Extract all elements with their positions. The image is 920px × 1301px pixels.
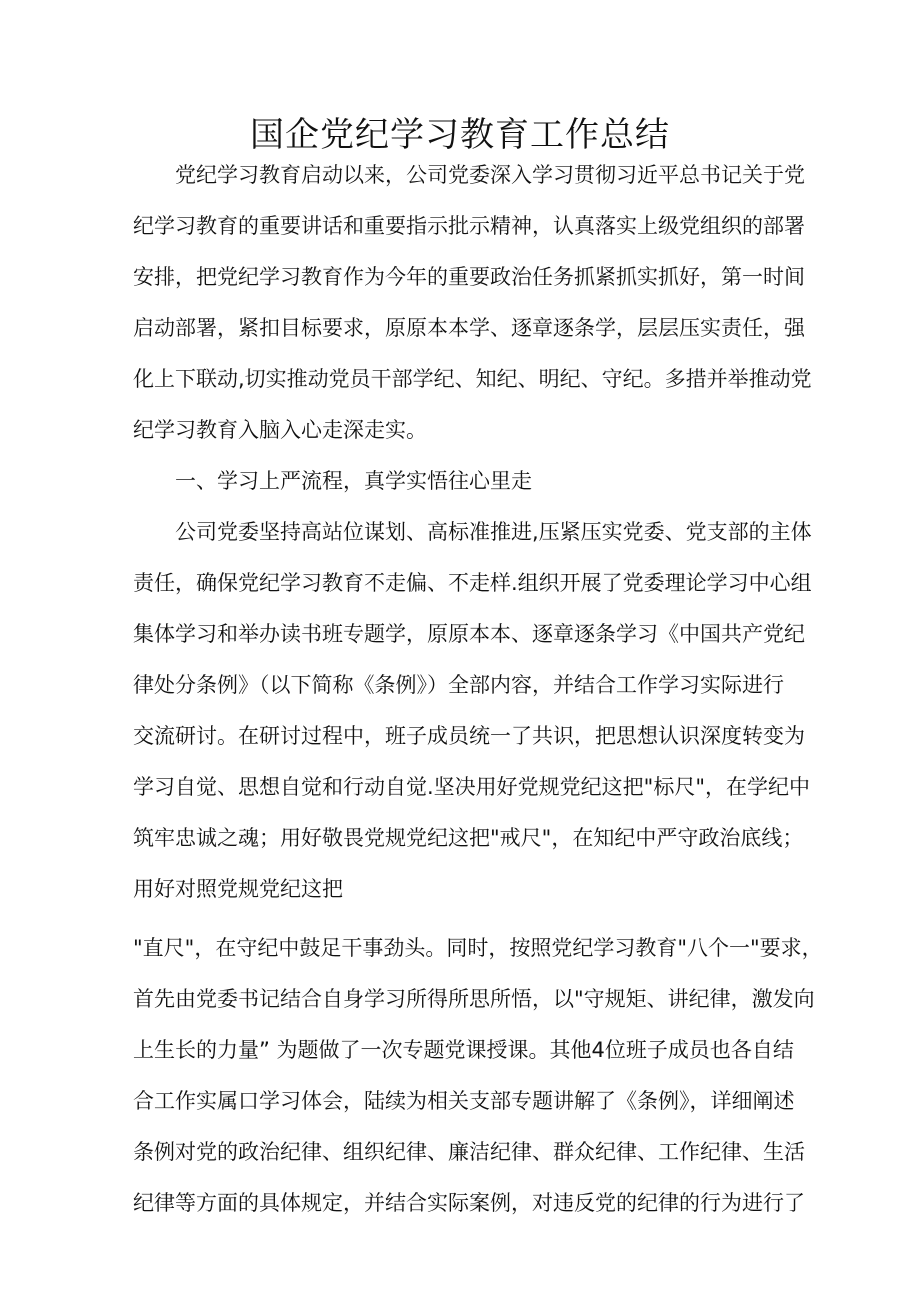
paragraph-line: 公司党委坚持高站位谋划、高标准推进,压紧压实党委、党支部的主体 [175,520,812,544]
paragraph-line: 条例对党的政治纪律、组织纪律、廉洁纪律、群众纪律、工作纪律、生活 [133,1140,805,1164]
paragraph-line: "直尺"，在守纪中鼓足干事劲头。同时，按照党纪学习教育"八个一"要求， [133,936,823,960]
paragraph-line: 上生长的力量” 为题做了一次专题党课授课。其他4位班子成员也各自结 [133,1038,794,1062]
paragraph-line: 责任，确保党纪学习教育不走偏、不走样.组织开展了党委理论学习中心组 [133,571,812,595]
paragraph-line: 党纪学习教育启动以来，公司党委深入学习贯彻习近平总书记关于党 [175,163,805,187]
paragraph-line: 筑牢忠诚之魂；用好敬畏党规党纪这把"戒尺"，在知纪中严守政治底线； [133,826,804,850]
paragraph-line: 首先由党委书记结合自身学习所得所思所悟，以"守规矩、讲纪律，激发向 [133,987,815,1011]
section-heading: 一、学习上严流程，真学实悟往心里走 [175,469,532,493]
paragraph-line: 集体学习和举办读书班专题学，原原本本、逐章逐条学习《中国共产党纪 [133,622,805,646]
document-body [133,150,823,1229]
paragraph-line: 安排，把党纪学习教育作为今年的重要政治任务抓紧抓实抓好，第一时间 [133,265,805,289]
paragraph-line: 用好对照党规党纪这把 [133,877,343,901]
paragraph-line: 化上下联动,切实推动党员干部学纪、知纪、明纪、守纪。多措并举推动党 [133,367,812,391]
paragraph-line: 纪学习教育的重要讲话和重要指示批示精神，认真落实上级党组织的部署 [133,214,805,238]
paragraph-line: 合工作实属口学习体会，陆续为相关支部专题讲解了《条例》，详细阐述 [133,1089,795,1113]
document-title: 国企党纪学习教育工作总结 [250,115,670,155]
paragraph-line: 交流研讨。在研讨过程中，班子成员统一了共识，把思想认识深度转变为 [133,724,805,748]
paragraph-line: 纪学习教育入脑入心走深走实。 [133,418,427,442]
paragraph-line: 律处分条例》（以下简称《条例》）全部内容，并结合工作学习实际进行 [133,673,784,697]
paragraph-line: 纪律等方面的具体规定，并结合实际案例，对违反党的纪律的行为进行了 [133,1191,805,1215]
paragraph-line: 学习自觉、思想自觉和行动自觉.坚决用好党规党纪这把"标尺"，在学纪中 [133,775,810,799]
paragraph-line: 启动部署，紧扣目标要求，原原本本学、逐章逐条学，层层压实责任，强 [133,316,805,340]
